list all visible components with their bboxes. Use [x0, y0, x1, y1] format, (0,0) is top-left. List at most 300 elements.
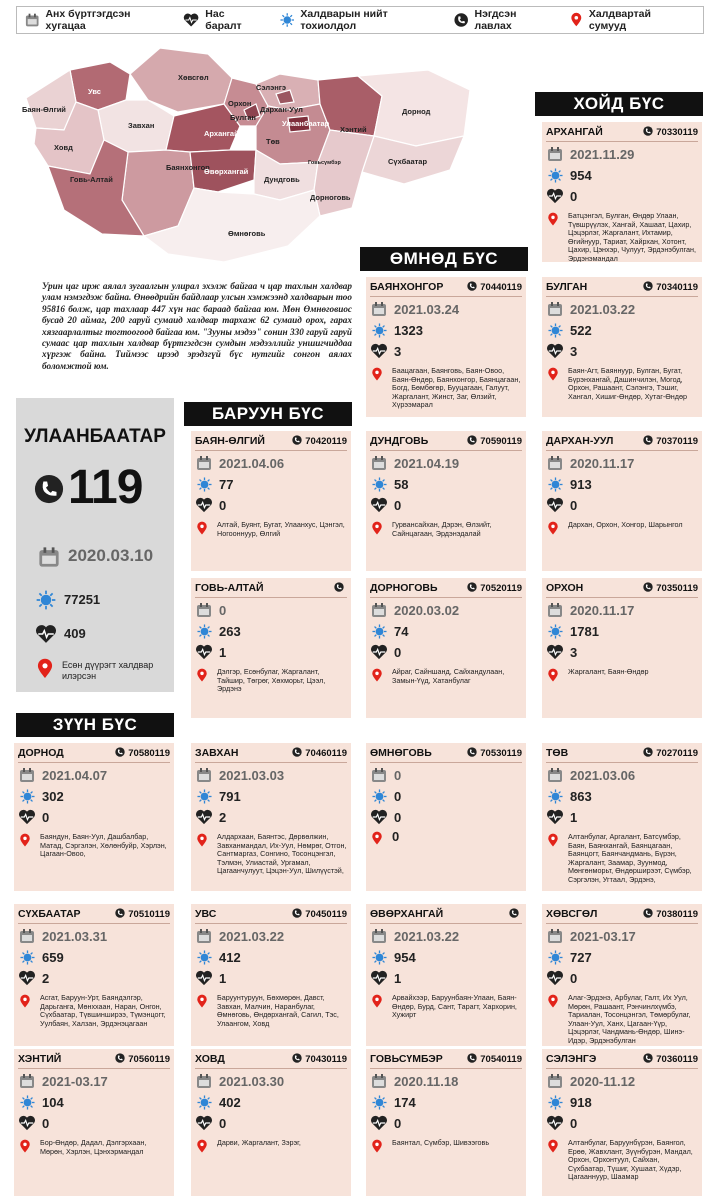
calendar-icon [370, 767, 388, 783]
virus-icon [195, 950, 213, 965]
card-title: ДУНДГОВЬ [370, 435, 429, 447]
card-soums: Арвайхээр, Баруунбаян-Улаан, Баян-Өндөр, Бурд, Сант, Тарагт, Хархорин, Хужирт [392, 993, 517, 1020]
card-soums: Батцэнгэл, Булган, Өндөр Улаан, Түвшрүүлэх, Хангай, Хашаат, Цахир, Цэцэрлэг, Жаргалант, Ихтамир, Өгийнуур, Тариат, Хайрхан, Хотонт, Цахир, Цэнхэр, Чулуут, Эрдэнэбулган, Эрдэнэмандал [568, 211, 696, 262]
card-phone-number: 70560119 [128, 1054, 170, 1065]
virus-icon [370, 323, 388, 338]
card-row-deaths [370, 497, 401, 513]
card-phone [643, 435, 698, 448]
card-divider [18, 762, 170, 763]
ub-deaths: 409 [64, 626, 86, 641]
card-title: ГОВЬСҮМБЭР [370, 1053, 443, 1065]
card-title: БАЯН-ӨЛГИЙ [195, 435, 265, 447]
calendar-icon [546, 767, 564, 783]
card-date: 2021-03.17 [42, 1073, 108, 1089]
calendar-icon [370, 602, 388, 618]
card-row-date [546, 301, 635, 317]
heart-icon [546, 644, 564, 660]
card-row-deaths [195, 970, 226, 986]
calendar-icon [195, 602, 213, 618]
virus-icon [370, 1095, 388, 1110]
virus-icon [370, 789, 388, 804]
card-soums: Алдархаан, Баянтэс, Дөрвөлжин, Завханмандал, Их-Уул, Нөмрөг, Отгон, Сантмаргаз, Сонгино, Тосонцэнгэл, Тэлмэн, Улиастай, Ургамал, Цагаанчулуут, Цэцэн-Уул, Шилүүстэй, [217, 832, 347, 876]
card-govisumber [366, 1049, 526, 1196]
card-date: 2020.11.17 [570, 602, 635, 618]
virus-icon [546, 1095, 564, 1110]
virus-icon [546, 477, 564, 492]
pin-icon [371, 831, 383, 851]
card-row-deaths [546, 644, 577, 660]
card-divider [370, 450, 522, 451]
card-cases: 263 [219, 624, 241, 639]
pin-icon [371, 367, 383, 387]
card-title: АРХАНГАЙ [546, 126, 603, 138]
phone-icon [643, 908, 656, 921]
card-phone-number: 70580119 [128, 748, 170, 759]
card-deaths: 1 [219, 644, 227, 660]
map-label: Төв [266, 137, 280, 146]
card-title: ХОВД [195, 1053, 225, 1065]
card-row-deaths [18, 1115, 49, 1131]
card-phone-number: 70270119 [656, 748, 698, 759]
phone-icon [292, 1053, 305, 1066]
card-soums: Жаргалант, Баян-Өндөр [568, 667, 649, 676]
card-sukhbaatar [14, 904, 174, 1046]
card-title: ГОВЬ-АЛТАЙ [195, 582, 264, 594]
heart-icon [370, 343, 388, 359]
pin-icon [547, 367, 559, 387]
virus-icon [195, 1095, 213, 1110]
map-label: Улаанбаатар [282, 119, 330, 128]
map-label: Булган [230, 113, 256, 122]
card-soums: Баян-Агт, Баяннуур, Булган, Бугат, Бүрэнхангай, Дашинчилэн, Могод, Орхон, Рашаант, Сэлэнгэ, Тэшиг, Хангал, Хишиг-Өндөр, Хутаг-Өндөр [568, 366, 687, 401]
calendar-icon [546, 146, 564, 162]
card-phone-number: 70520119 [480, 583, 522, 594]
map-label: Завхан [128, 121, 155, 130]
pin-icon [196, 994, 208, 1014]
card-phone [334, 582, 347, 595]
heart-icon [195, 1115, 213, 1131]
card-row-cases [195, 1095, 241, 1110]
card-cases: 1781 [570, 624, 599, 639]
card-phone-number: 70330119 [656, 127, 698, 138]
card-khentii [14, 1049, 174, 1196]
card-govialtai [191, 578, 351, 718]
card-phone-number: 70440119 [480, 282, 522, 293]
card-divider [370, 762, 522, 763]
card-selenge [542, 1049, 702, 1196]
card-deaths: 3 [570, 644, 578, 660]
calendar-icon [546, 301, 564, 317]
card-date: 2021.04.19 [394, 455, 460, 471]
ub-title: УЛААНБААТАР [24, 426, 166, 447]
phone-icon [467, 281, 480, 294]
card-phone [467, 747, 522, 760]
card-row-deaths [18, 970, 49, 986]
virus-icon [370, 950, 388, 965]
card-title: ДАРХАН-УУЛ [546, 435, 614, 447]
ub-note: Есөн дүүрэгт халдвар илэрсэн [62, 660, 154, 681]
card-soums: Алтанбулаг, Баруунбүрэн, Баянгол, Ерөө, Жавхлант, Зүүнбүрэн, Мандал, Орхон, Орхонтуул, Сайхан, Сүхбаатар, Түшиг, Хушаат, Хүдэр, Цагааннуур, Шаамар [568, 1138, 693, 1182]
pin-icon [547, 668, 559, 688]
card-title: ХӨВСГӨЛ [546, 908, 598, 920]
virus-icon [18, 789, 36, 804]
card-title: СҮХБААТАР [18, 908, 81, 920]
card-divider [18, 1068, 170, 1069]
card-title: БУЛГАН [546, 281, 588, 293]
card-divider [370, 597, 522, 598]
legend-label: Нас баралт [205, 8, 242, 32]
section-header-south: ӨМНӨД БҮС [360, 247, 528, 271]
phone-icon [115, 908, 128, 921]
map-label: Говьсүмбэр [308, 160, 341, 166]
virus-icon [546, 168, 564, 183]
card-deaths: 0 [394, 644, 402, 660]
card-cases: 174 [394, 1095, 416, 1110]
card-soums: Баацагаан, Баянговь, Баян-Овоо, Баян-Өндөр, Баянхонгор, Баянцагаан, Богд, Бөмбөгөр, Бууцагаан, Галуут, Жаргалант, Жинст, Заг, Өлзийт, Хүрээмарал [392, 366, 521, 410]
card-row-deaths [546, 1115, 577, 1131]
heart-icon [546, 188, 564, 204]
card-deaths: 0 [42, 1115, 50, 1131]
card-phone-number: 70430119 [305, 1054, 347, 1065]
card-row-cases [546, 477, 592, 492]
heart-icon [18, 1115, 36, 1131]
card-deaths: 0 [394, 1115, 402, 1131]
card-phone [292, 747, 347, 760]
heart-icon [370, 644, 388, 660]
heart-icon [195, 644, 213, 660]
card-row-cases [18, 789, 64, 804]
card-row-cases [370, 624, 408, 639]
map-label: Дорноговь [310, 193, 351, 202]
phone-icon [643, 1053, 656, 1066]
legend-label: Нэгдсэн лавлах [474, 8, 517, 32]
virus-icon [370, 477, 388, 492]
card-row-deaths [195, 809, 226, 825]
card-ovorkhangai [366, 904, 526, 1046]
card-row-deaths [370, 970, 401, 986]
card-cases: 302 [42, 789, 64, 804]
ub-cases: 77251 [64, 592, 101, 607]
card-row-deaths [195, 644, 226, 660]
phone-icon [292, 747, 305, 760]
card-phone-number: 70350119 [656, 583, 698, 594]
card-soums: Бор-Өндөр, Дадал, Дэлгэрхаан, Мөрөн, Хэрлэн, Цэнхэрмандал [40, 1138, 147, 1156]
heart-icon [370, 1115, 388, 1131]
card-row-cases [195, 789, 241, 804]
calendar-icon [546, 928, 564, 944]
legend-bar [16, 6, 704, 34]
phone-icon [643, 435, 656, 448]
card-date: 2020.11.17 [570, 455, 635, 471]
card-deaths: 2 [42, 970, 50, 986]
card-tov [542, 743, 702, 891]
calendar-icon [370, 928, 388, 944]
card-cases: 74 [394, 624, 409, 639]
ulaanbaatar-box [16, 398, 174, 692]
card-date: 2021.03.03 [219, 767, 285, 783]
heart-icon [183, 12, 199, 28]
card-deaths: 3 [570, 343, 578, 359]
card-deaths: 0 [570, 497, 578, 513]
card-phone [509, 908, 522, 921]
pin-icon [547, 994, 559, 1014]
card-date: 2021.03.22 [570, 301, 636, 317]
card-deaths: 3 [394, 343, 402, 359]
card-row-date [195, 928, 284, 944]
card-date: 0 [219, 602, 227, 618]
map-label: Баянхонгор [166, 163, 210, 172]
calendar-icon [18, 928, 36, 944]
map-label: Дархан-Уул [260, 105, 303, 114]
calendar-icon [370, 301, 388, 317]
phone-icon [115, 747, 128, 760]
phone-icon [115, 1053, 128, 1066]
card-title: СЭЛЭНГЭ [546, 1053, 597, 1065]
map-label: Баян-Өлгий [22, 105, 66, 114]
card-row-cases [546, 1095, 592, 1110]
card-date: 2021.11.29 [570, 146, 635, 162]
card-soums: Дархан, Орхон, Хонгор, Шарынгол [568, 520, 683, 529]
map-label: Архангай [204, 129, 239, 138]
card-row-deaths [18, 809, 49, 825]
heart-icon [546, 809, 564, 825]
map-label: Ховд [54, 143, 73, 152]
card-phone [467, 582, 522, 595]
card-khovd [191, 1049, 351, 1196]
card-title: ТӨВ [546, 747, 569, 759]
map-label: Орхон [228, 99, 252, 108]
card-cases: 913 [570, 477, 592, 492]
card-row-deaths [546, 497, 577, 513]
card-darkhan [542, 431, 702, 571]
virus-icon [36, 590, 56, 610]
card-phone [467, 281, 522, 294]
heart-icon [195, 970, 213, 986]
card-phone [467, 435, 522, 448]
card-uvs [191, 904, 351, 1046]
ub-date: 2020.03.10 [68, 546, 154, 565]
card-title: БАЯНХОНГОР [370, 281, 444, 293]
card-row-date [546, 767, 635, 783]
card-soums: Баянтал, Сүмбэр, Шивээговь [392, 1138, 490, 1147]
card-date: 2021.03.22 [219, 928, 285, 944]
card-row-date [18, 928, 107, 944]
calendar-icon [18, 767, 36, 783]
map-label: Сэлэнгэ [256, 83, 287, 92]
virus-icon [370, 624, 388, 639]
card-date: 2021.03.24 [394, 301, 460, 317]
card-date: 2021-03.17 [570, 928, 636, 944]
card-deaths: 1 [570, 809, 578, 825]
card-deaths: 0 [219, 1115, 227, 1131]
card-cases: 863 [570, 789, 592, 804]
card-zavkhan [191, 743, 351, 891]
card-divider [195, 450, 347, 451]
card-date: 2021.03.06 [570, 767, 636, 783]
card-phone-number: 70510119 [128, 909, 170, 920]
card-bayanolgii [191, 431, 351, 571]
card-divider [370, 1068, 522, 1069]
ub-phone: 119 [68, 461, 143, 514]
heart-icon [18, 809, 36, 825]
card-divider [370, 923, 522, 924]
card-phone-number: 70530119 [480, 748, 522, 759]
card-deaths: 0 [570, 970, 578, 986]
legend-item-pin [570, 8, 681, 32]
pin-icon [196, 668, 208, 688]
heart-icon [370, 809, 388, 825]
card-phone-number: 70590119 [480, 436, 522, 447]
section-header-north: ХОЙД БҮС [535, 92, 703, 116]
card-row-cases [18, 1095, 64, 1110]
virus-icon [546, 950, 564, 965]
phone-icon [292, 908, 305, 921]
phone-icon [643, 747, 656, 760]
phone-icon [467, 747, 480, 760]
heart-icon [18, 970, 36, 986]
card-date: 2021.03.22 [394, 928, 460, 944]
calendar-icon [546, 602, 564, 618]
card-row-date [546, 455, 634, 471]
card-cases: 1323 [394, 323, 423, 338]
card-dundgovi [366, 431, 526, 571]
pin-icon [371, 1139, 383, 1159]
card-phone [643, 126, 698, 139]
phone-icon [334, 582, 347, 595]
card-row-date [546, 146, 634, 162]
map-label: Өмнөговь [228, 229, 266, 238]
card-title: ДОРНОГОВЬ [370, 582, 438, 594]
card-row-date [18, 1073, 108, 1089]
card-phone [115, 1053, 170, 1066]
card-row-cases [370, 1095, 416, 1110]
card-deaths: 1 [394, 970, 402, 986]
card-row-cases [546, 624, 599, 639]
card-divider [546, 450, 698, 451]
card-row-cases [546, 950, 592, 965]
card-row-cases [370, 477, 408, 492]
card-phone [643, 747, 698, 760]
pin-icon [19, 994, 31, 1014]
pin-icon [547, 521, 559, 541]
card-row-deaths [195, 497, 226, 513]
card-phone-number: 70540119 [480, 1054, 522, 1065]
card-title: ХЭНТИЙ [18, 1053, 62, 1065]
legend-label: Анх бүртгэгдсэн хугацаа [45, 8, 131, 32]
card-soums: Алаг-Эрдэнэ, Арбулаг, Галт, Их Уул, Мөрөн, Рашаант, Рэнчинлхүмбэ, Тариалан, Тосонцэнгэл, Төмөрбулаг, Улаан-Уул, Ханх, Цагаан-Үүр, Цэцэрлэг, Чандмань-Өндөр, Шинэ-Идэр, Эрдэнэбулган [568, 993, 691, 1045]
card-row-cases [18, 950, 64, 965]
card-title: ӨВӨРХАНГАЙ [370, 908, 444, 920]
card-cases: 58 [394, 477, 409, 492]
card-cases: 522 [570, 323, 592, 338]
mongolia-map [18, 40, 478, 272]
calendar-icon [25, 12, 39, 28]
pin-icon [19, 833, 31, 853]
calendar-icon [195, 767, 213, 783]
card-row-cases [546, 789, 592, 804]
card-phone [115, 747, 170, 760]
card-row-cases [370, 789, 401, 804]
heart-icon [546, 970, 564, 986]
card-soums: Гурвансайхан, Дэрэн, Өлзийт, Сайнцагаан, Эрдэнэдалай [392, 520, 492, 538]
card-phone-number: 70380119 [656, 909, 698, 920]
card-deaths: 0 [42, 809, 50, 825]
card-row-cases [546, 323, 592, 338]
card-row-date [546, 602, 634, 618]
card-cases: 659 [42, 950, 64, 965]
card-deaths: 1 [219, 970, 227, 986]
map-label: Дундговь [264, 175, 300, 184]
pin-icon [547, 212, 559, 232]
heart-icon [370, 497, 388, 513]
card-title: ДОРНОД [18, 747, 64, 759]
legend-item-calendar [25, 8, 161, 32]
card-divider [546, 597, 698, 598]
card-orkhon [542, 578, 702, 718]
pin-icon [371, 668, 383, 688]
card-row-date [370, 1073, 458, 1089]
calendar-icon [195, 1073, 213, 1089]
card-title: ӨМНӨГОВЬ [370, 747, 432, 759]
card-title: ЗАВХАН [195, 747, 239, 759]
card-row-date [370, 301, 459, 317]
heart-icon [546, 497, 564, 513]
phone-icon [467, 435, 480, 448]
card-cases: 412 [219, 950, 241, 965]
card-row-date [546, 928, 636, 944]
card-deaths: 0 [394, 809, 402, 825]
card-title: УВС [195, 908, 217, 920]
card-divider [195, 762, 347, 763]
card-cases: 0 [394, 789, 402, 804]
card-phone [643, 1053, 698, 1066]
virus-icon [195, 624, 213, 639]
card-divider [195, 597, 347, 598]
virus-icon [546, 624, 564, 639]
calendar-icon [546, 455, 564, 471]
card-row-deaths [370, 809, 401, 825]
card-divider [370, 296, 522, 297]
card-dornogovi [366, 578, 526, 718]
map-label: Хэнтий [340, 125, 367, 134]
phone-icon [467, 582, 480, 595]
virus-icon [280, 12, 294, 28]
card-cases: 918 [570, 1095, 592, 1110]
section-header-east: ЗҮҮН БҮС [16, 713, 174, 737]
phone-icon [454, 12, 468, 28]
card-divider [546, 296, 698, 297]
legend-label: Халдвартай сумууд [588, 8, 651, 32]
phone-icon [643, 126, 656, 139]
card-phone [467, 1053, 522, 1066]
card-divider [546, 141, 698, 142]
card-row-date [546, 1073, 635, 1089]
card-row-deaths [370, 343, 401, 359]
card-divider [195, 1068, 347, 1069]
card-phone-number: 70450119 [305, 909, 347, 920]
card-date: 2020.03.02 [394, 602, 460, 618]
card-date: 2021.03.31 [42, 928, 108, 944]
card-date: 2021.04.06 [219, 455, 285, 471]
calendar-icon [18, 1073, 36, 1089]
pin-icon [196, 1139, 208, 1159]
card-row-date [195, 1073, 284, 1089]
virus-icon [195, 477, 213, 492]
pin-icon [19, 1139, 31, 1159]
card-cases: 77 [219, 477, 234, 492]
card-soums: Асгат, Баруун-Урт, Баяндэлгэр, Дарьганга, Мөнххаан, Наран, Онгон, Сүхбаатар, Түвшинширээ, Түмэнцогт, Уулбаян, Халзан, Эрдэнэцагаан [40, 993, 166, 1028]
calendar-icon [195, 928, 213, 944]
